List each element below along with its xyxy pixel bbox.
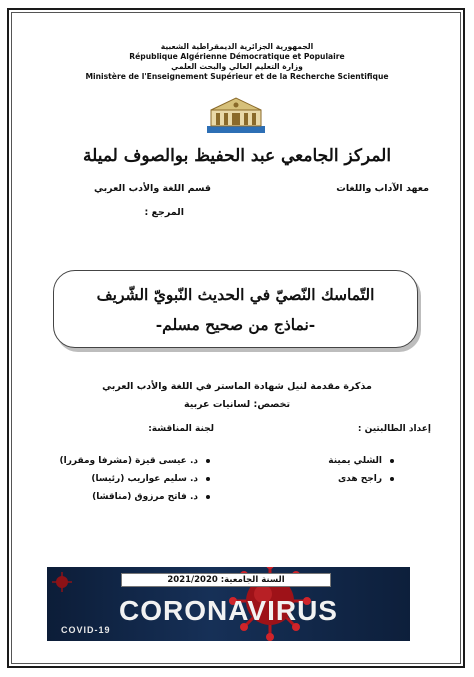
committee-heading: لجنة المناقشة: — [148, 424, 214, 434]
student-item — [328, 470, 394, 488]
students-heading: إعداد الطالبتين : — [357, 424, 431, 434]
covid19-text: COVID-19 — [61, 625, 111, 635]
specialty-label: تخصص: لسانيات عربية — [183, 399, 291, 410]
student-list — [328, 452, 394, 488]
bullet-icon — [206, 477, 210, 481]
committee-member: د. سليم عواريب (رئيسا) — [91, 474, 198, 484]
thesis-title: التّماسك النّصيّ في الحديث النّبويّ الشّريف — [96, 285, 375, 304]
thesis-title-box — [53, 270, 418, 348]
bullet-icon — [390, 477, 394, 481]
header-block — [0, 42, 474, 82]
university-name: المركز الجامعي عبد الحفيظ بوالصوف لميلة — [82, 146, 392, 166]
committee-item — [60, 470, 210, 488]
committee-item — [60, 452, 210, 470]
committee-list — [60, 452, 210, 506]
bullet-icon — [206, 495, 210, 499]
ar-republic-line: الجمهورية الجزائرية الديمقراطية الشعبية — [160, 42, 314, 51]
fr-republic-line: République Algérienne Démocratique et Populaire — [129, 52, 345, 61]
memo-statement: مذكرة مقدمة لنيل شهادة الماستر في اللغة والأدب العربي — [102, 381, 372, 392]
institute-label: معهد الآداب واللغات — [336, 183, 429, 194]
student-name: راجح هدى — [337, 474, 382, 484]
fr-ministry-line: Ministère de l'Enseignement Supérieur et de la Recherche Scientifique — [85, 72, 389, 81]
academic-year: السنة الجامعية: 2021/2020 — [121, 573, 331, 587]
committee-item — [60, 488, 210, 506]
university-logo — [207, 96, 265, 134]
committee-member: د. عيسى قيزة (مشرفا ومقررا) — [59, 456, 198, 466]
reference-label: المرجع : — [144, 207, 184, 218]
ar-ministry-line: وزارة التعليم العالي والبحث العلمي — [171, 62, 303, 71]
student-item — [328, 452, 394, 470]
thesis-subtitle: -نماذج من صحيح مسلم- — [155, 315, 316, 334]
committee-member: د. فاتح مرزوق (مناقشا) — [92, 492, 198, 502]
student-name: الشلي يمينة — [328, 456, 382, 466]
coronavirus-text: CORONAVIRUS — [119, 595, 338, 626]
department-label: قسم اللغة والأدب العربي — [93, 183, 211, 194]
bullet-icon — [206, 459, 210, 463]
bullet-icon — [390, 459, 394, 463]
small-virus-icon — [51, 571, 73, 593]
